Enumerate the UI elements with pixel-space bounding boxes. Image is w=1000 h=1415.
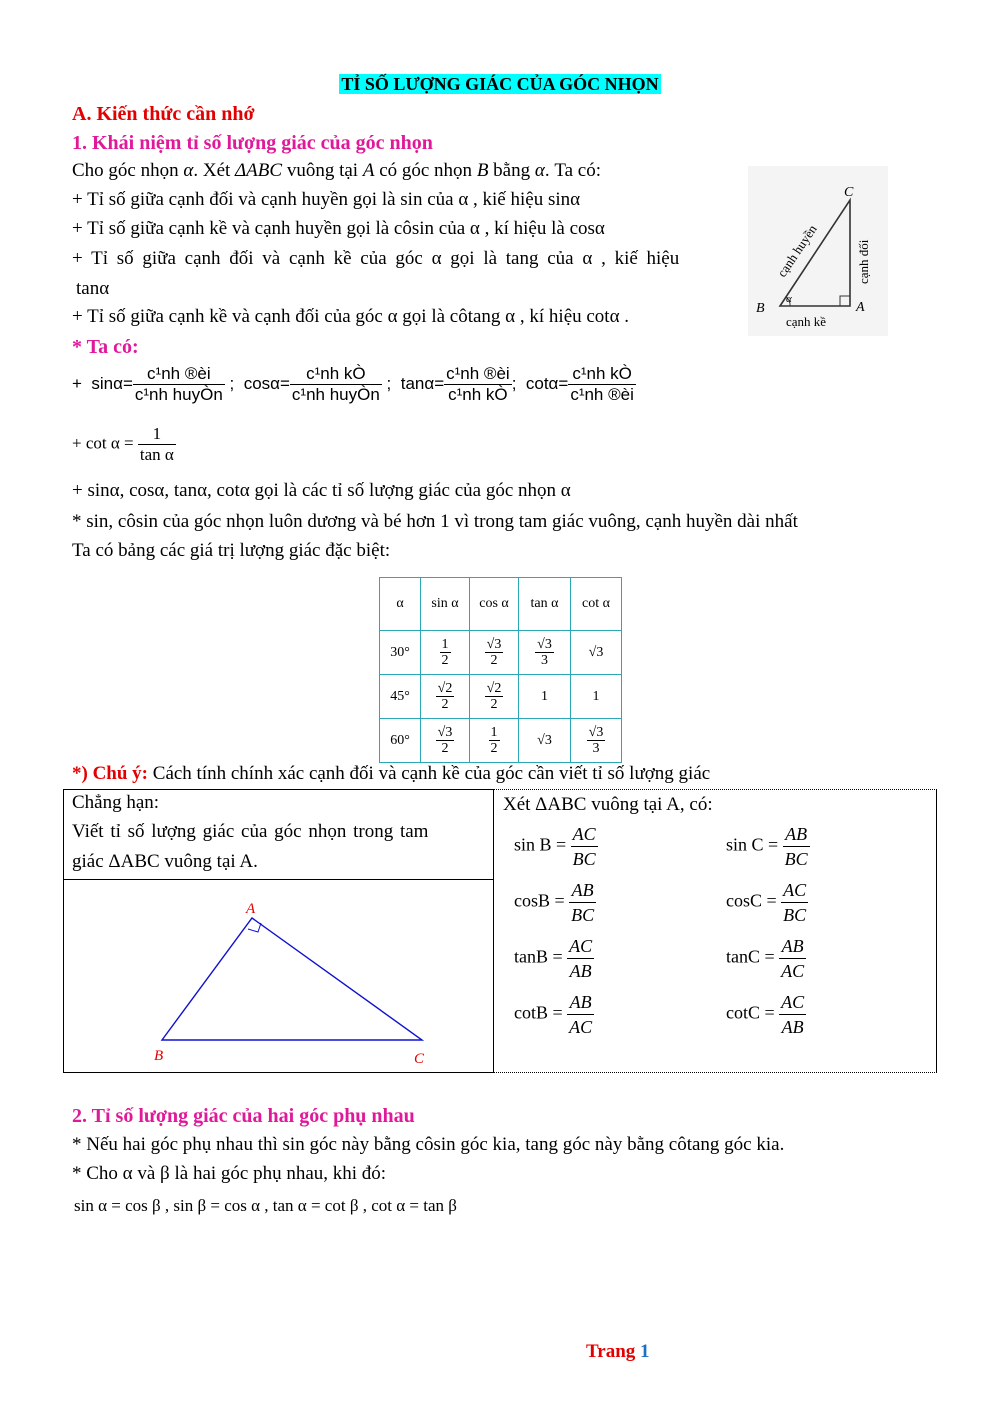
page-number: Trang 1	[586, 1341, 650, 1362]
ratio-cot-c: cotC = $\frac{AC}{AB}$	[726, 992, 805, 1037]
fig-adj: cạnh kề	[786, 314, 827, 329]
table-row	[380, 719, 622, 763]
complement-identities: sin α = cos β , sin β = cos α , tan α = cot β , cot α = tan β	[74, 1196, 457, 1215]
intro-line: Cho góc nhọn α. Xét ΔABC vuông tại A có góc nhọn B bằng α. Ta có:	[72, 160, 602, 181]
table-row	[380, 675, 622, 719]
ratio-sin-c: sin C = $\frac{AB}{BC}$	[726, 824, 808, 869]
ratio-formulas: + sinα= $\frac{\text{c¹nh ®èi}}{\text{c¹nh huyÒn}}$ ; cosα= $\frac{\text{c¹nh kÒ}}{\text{c¹nh huyÒn}}$ ; tanα= $\frac{\text{c¹nh ®èi}}{\text{c¹nh kÒ}}$ ; cotα= $\frac{\text{c¹nh kÒ}}{\text{c¹nh ®èi}}$	[72, 364, 634, 404]
def-cot: + Tỉ số giữa cạnh kề và cạnh đối của góc α gọi là côtang α , kí hiệu cotα .	[72, 306, 630, 327]
table-row	[380, 631, 622, 675]
ta-co-heading: * Ta có:	[72, 336, 139, 358]
table-cell: √3	[571, 631, 622, 675]
ratio-cos-c: cosC = $\frac{AC}{BC}$	[726, 880, 807, 925]
ratio-sin-b: sin B = $\frac{AC}{BC}$	[514, 824, 596, 869]
table-cell: $\frac{√3}{2}$	[421, 719, 470, 763]
note-table-intro: Ta có bảng các giá trị lượng giác đặc biệt:	[72, 540, 391, 561]
table-header: cot α	[571, 578, 622, 631]
table-header: cos α	[470, 578, 519, 631]
section-2-heading: 2. Tỉ số lượng giác của hai góc phụ nhau	[72, 1105, 415, 1127]
ratio-cot-b: cotB = $\frac{AB}{AC}$	[514, 992, 593, 1037]
table-cell: $\frac{√3}{3}$	[571, 719, 622, 763]
fig-label-c: C	[844, 185, 854, 200]
note-sin-cos: * sin, côsin của góc nhọn luôn dương và bé hơn 1 vì trong tam giác vuông, cạnh huyền dài nhất	[72, 511, 798, 532]
triangle-label-b: B	[154, 1048, 164, 1064]
fig-label-a: A	[856, 300, 865, 315]
triangle-label-a: A	[246, 901, 256, 917]
table-header: α	[380, 578, 421, 631]
table-cell: $\frac{√3}{2}$	[470, 631, 519, 675]
right-triangle-figure	[748, 166, 888, 336]
ratio-tan-c: tanC = $\frac{AB}{AC}$	[726, 936, 805, 981]
fig-alpha: α	[786, 293, 792, 305]
triangle-label-c: C	[414, 1051, 425, 1067]
section-a-heading: A. Kiến thức cần nhớ	[72, 103, 255, 125]
page-title: TỈ SỐ LƯỢNG GIÁC CỦA GÓC NHỌN	[341, 74, 659, 94]
example-task: Viết tỉ số lượng giác của góc nhọn trong tam	[72, 821, 429, 842]
table-cell: 45°	[380, 675, 421, 719]
complement-given: * Cho α và β là hai góc phụ nhau, khi đó:	[72, 1163, 387, 1184]
table-header: sin α	[421, 578, 470, 631]
ratio-tan-b: tanB = $\frac{AC}{AB}$	[514, 936, 593, 981]
table-cell: $\frac{1}{2}$	[470, 719, 519, 763]
ratio-cos-b: cosB = $\frac{AB}{BC}$	[514, 880, 595, 925]
fig-opp: cạnh đối	[856, 239, 871, 284]
example-intro: Chẳng hạn:	[72, 792, 160, 813]
table-cell: $\frac{1}{2}$	[421, 631, 470, 675]
complement-rule: * Nếu hai góc phụ nhau thì sin góc này bằng côsin góc kia, tang góc này bằng côtang góc kia.	[72, 1134, 785, 1155]
table-cell: $\frac{√2}{2}$	[470, 675, 519, 719]
table-cell: $\frac{√3}{3}$	[519, 631, 571, 675]
fig-hyp: cạnh huyền	[774, 221, 820, 280]
table-cell: √3	[519, 719, 571, 763]
example-right-title: Xét ΔABC vuông tại A, có:	[503, 794, 713, 815]
table-cell: 30°	[380, 631, 421, 675]
note-ratios: + sinα, cosα, tanα, cotα gọi là các tỉ số lượng giác của góc nhọn α	[72, 480, 571, 501]
table-cell: 1	[571, 675, 622, 719]
special-values-table	[379, 577, 622, 763]
example-task-2: giác ΔABC vuông tại A.	[72, 851, 258, 872]
section-1-heading: 1. Khái niệm tỉ số lượng giác của góc nhọn	[72, 132, 433, 154]
table-cell: 60°	[380, 719, 421, 763]
def-sin: + Tỉ số giữa cạnh đối và cạnh huyền gọi là sin của α , kiế hiệu sinα	[72, 189, 581, 210]
def-cos: + Tỉ số giữa cạnh kề và cạnh huyền gọi là côsin của α , kí hiệu là cosα	[72, 218, 605, 239]
table-header: tan α	[519, 578, 571, 631]
table-cell: $\frac{√2}{2}$	[421, 675, 470, 719]
table-cell: 1	[519, 675, 571, 719]
def-tan: + Tỉ số giữa cạnh đối và cạnh kề của góc α gọi là tang của α , kiế hiệu	[72, 248, 680, 269]
def-tan-symbol: tanα	[76, 278, 110, 299]
cot-formula: + cot α = $\frac{1}{\text{tan α}}$	[72, 424, 174, 464]
fig-label-b: B	[756, 301, 765, 316]
example-triangle	[140, 895, 440, 1070]
chu-y-note: *) Chú ý: Cách tính chính xác cạnh đối và cạnh kề của góc cần viết tỉ số lượng giác	[72, 763, 711, 784]
